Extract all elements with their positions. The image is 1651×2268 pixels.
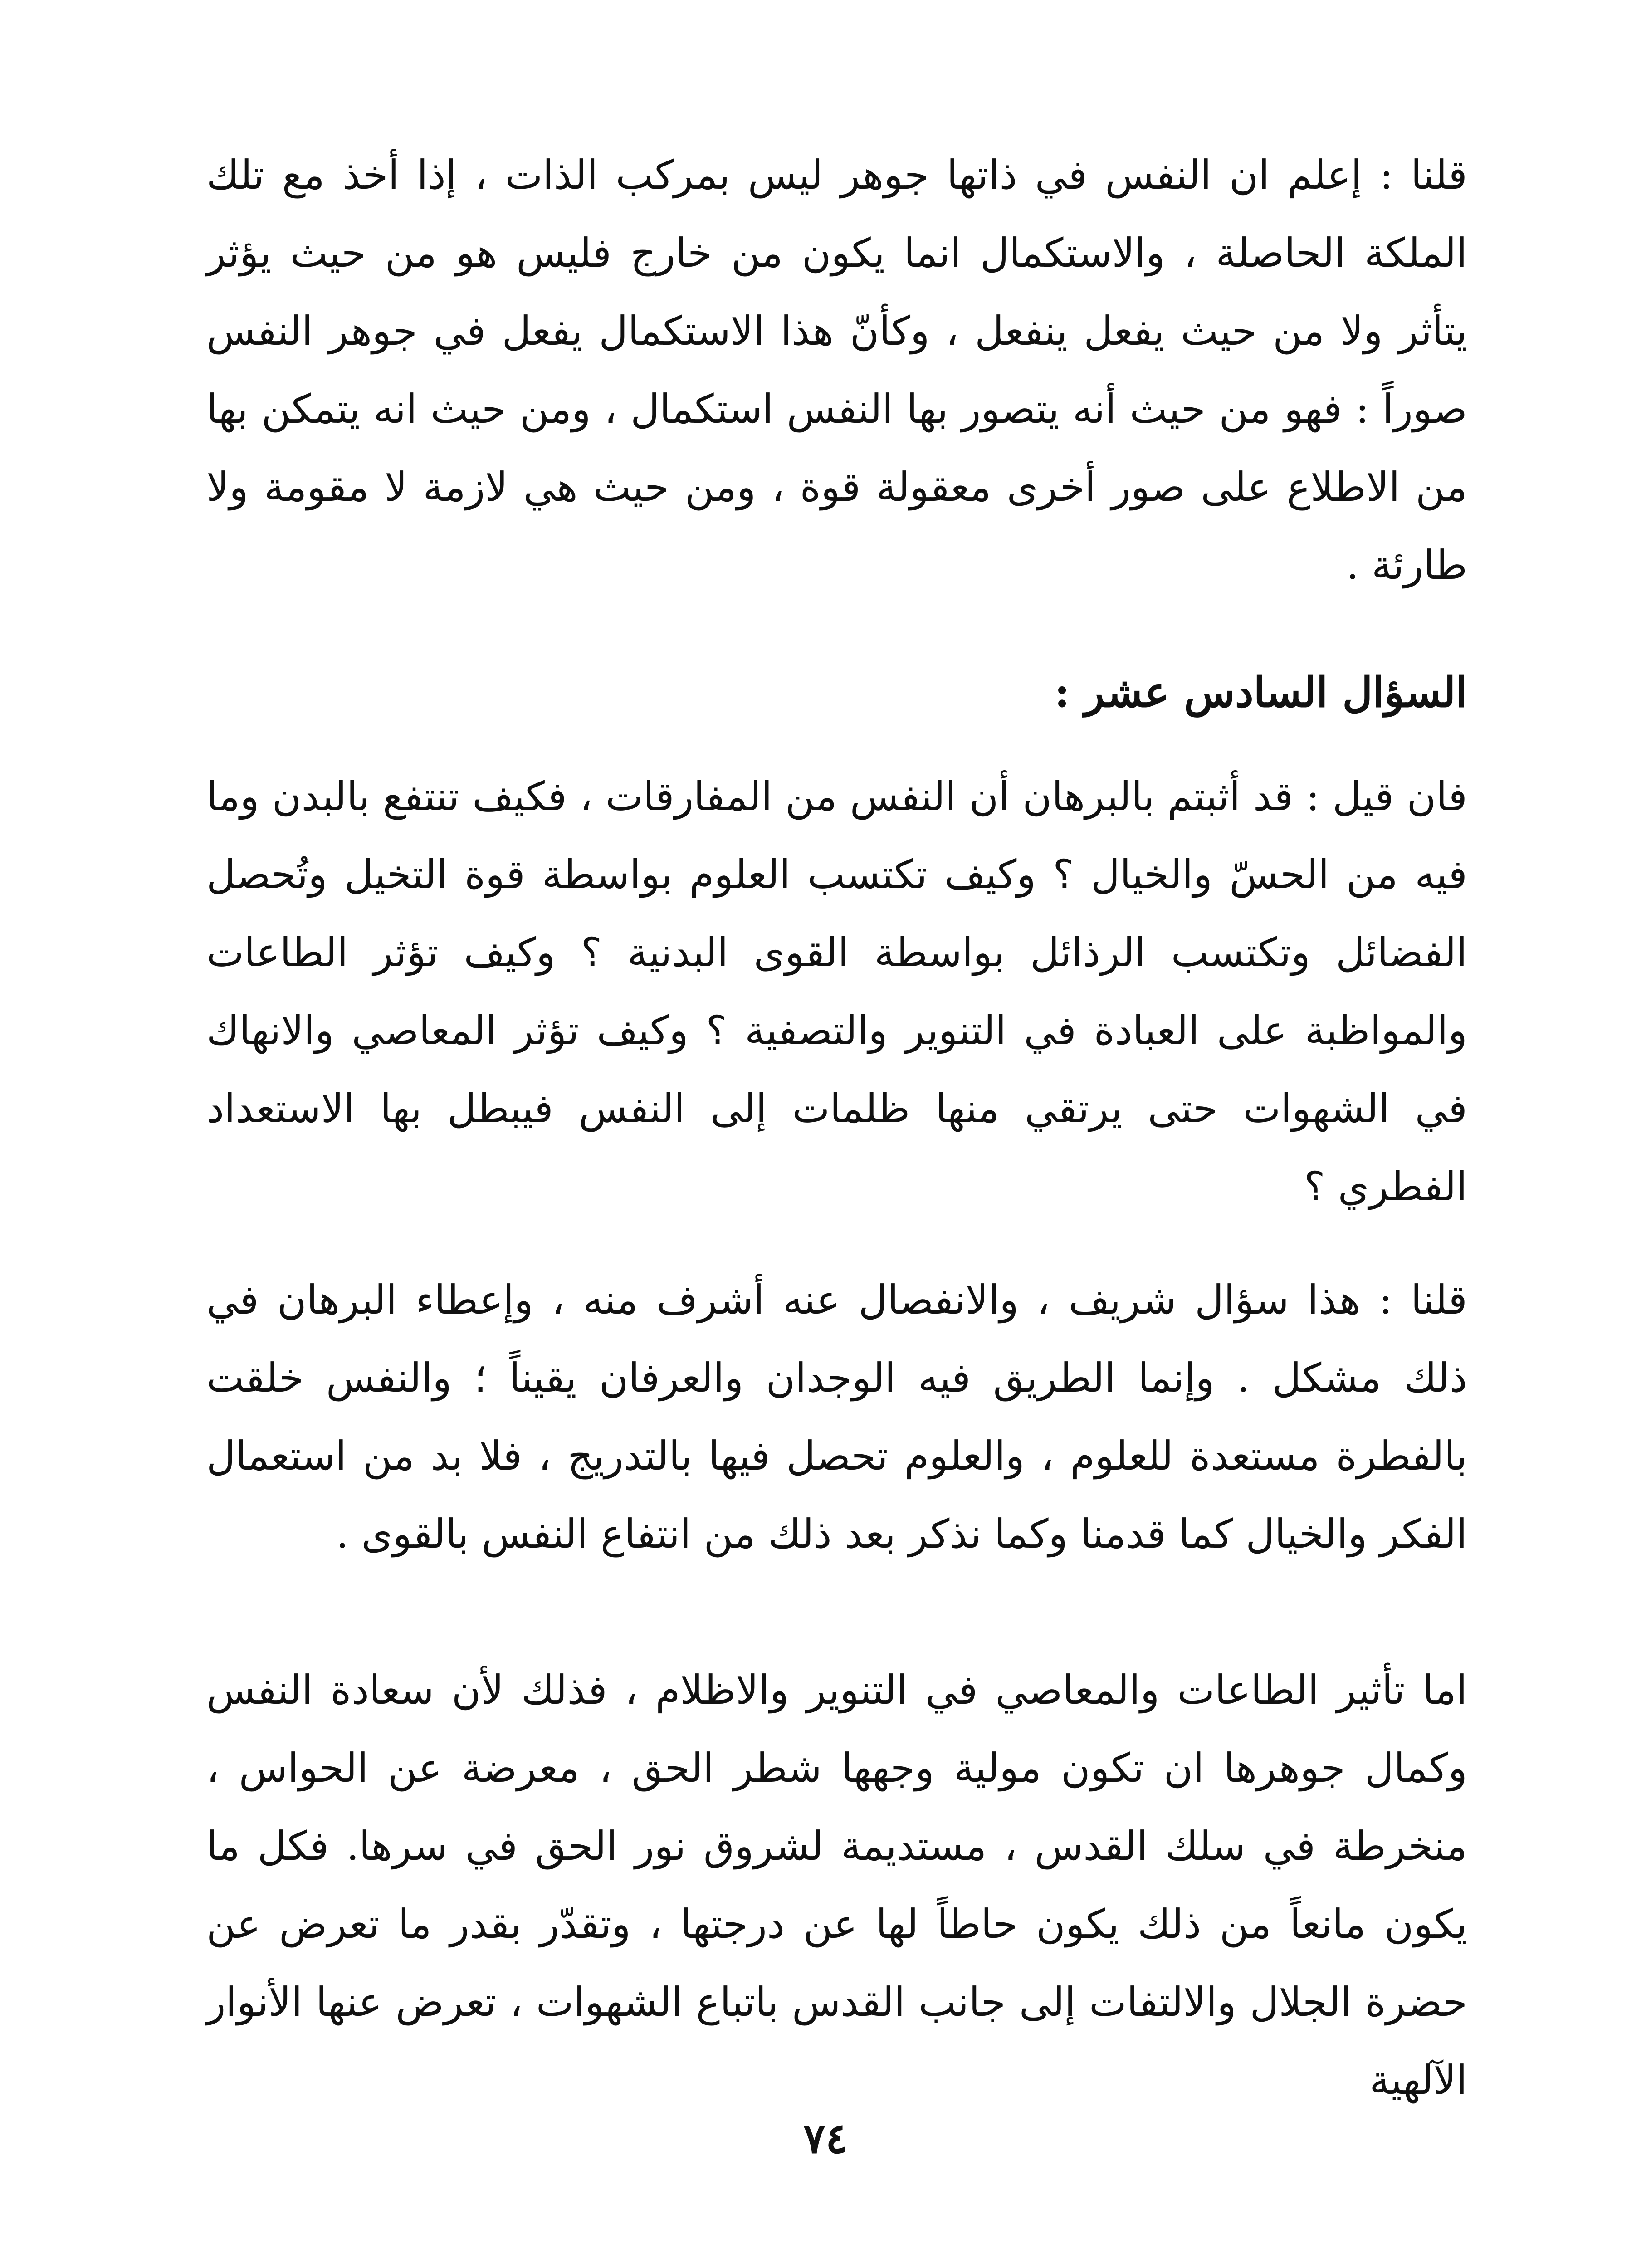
paragraph-question: فان قيل : قد أثبتم بالبرهان أن النفس من المفارقات ، فكيف تنتفع بالبدن وما فيه من الحسّ والخيال ؟ وكيف تكتسب العلوم بواسطة قوة التخيل وتُحصل الفضائل وتكتسب الرذائل بواسطة القوى البدنية ؟ وكيف تؤثر الطاعات والمواظبة على العبادة في التنوير والتصفية ؟ وكيف تؤثر المعاصي والانهاك في الشهوات حتى يرتقي منها ظلمات إلى النفس فيبطل بها الاستعداد الفطري ؟ (206, 773, 1467, 1210)
paragraph-answer: قلنا : هذا سؤال شريف ، والانفصال عنه أشرف منه ، وإعطاء البرهان في ذلك مشكل . وإنما الطريق فيه الوجدان والعرفان يقيناً ؛ والنفس خلقت بالفطرة مستعدة للعلوم ، والعلوم تحصل فيها بالتدريج ، فلا بد من استعمال الفكر والخيال كما قدمنا وكما نذكر بعد ذلك من انتفاع النفس بالقوى . (206, 1276, 1467, 1557)
page-number: ٧٤ (803, 2114, 848, 2163)
paragraph-first-answer: قلنا : إعلم ان النفس في ذاتها جوهر ليس بمركب الذات ، إذا أخذ مع تلك الملكة الحاصلة ، والاستكمال انما يكون من خارج فليس هو من حيث يؤثر يتأثر ولا من حيث يفعل ينفعل ، وكأنّ هذا الاستكمال يفعل في جوهر النفس صوراً : فهو من حيث أنه يتصور بها النفس استكمال ، ومن حيث انه يتمكن بها من الاطلاع على صور أخرى معقولة قوة ، ومن حيث هي لازمة لا مقومة ولا طارئة . (206, 152, 1468, 588)
paragraph-explanation: اما تأثير الطاعات والمعاصي في التنوير والاظلام ، فذلك لأن سعادة النفس وكمال جوهرها ان تكون مولية وجهها شطر الحق ، معرضة عن الحواس ، منخرطة في سلك القدس ، مستديمة لشروق نور الحق في سرها. فكل ما يكون مانعاً من ذلك يكون حاطاً لها عن درجتها ، وتقدّر بقدر ما تعرض عن حضرة الجلال والالتفات إلى جانب القدس باتباع الشهوات ، تعرض عنها الأنوار الآلهية (206, 1667, 1467, 2103)
section-heading: السؤال السادس عشر : (1054, 668, 1467, 717)
